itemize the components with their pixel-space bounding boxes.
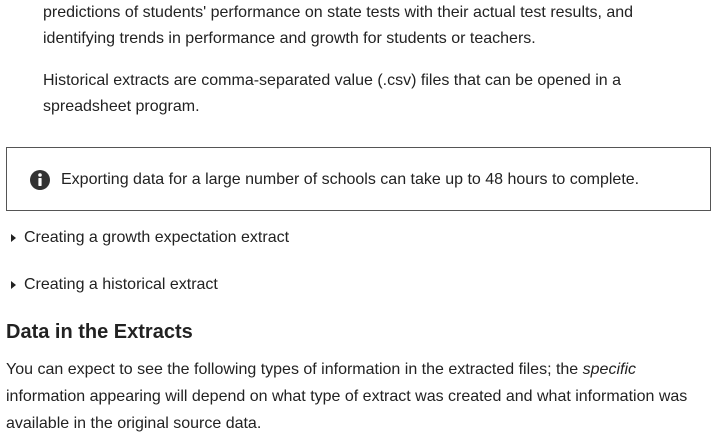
toggle-label: Creating a historical extract [24, 276, 218, 293]
section-text-emphasis: specific [582, 361, 636, 378]
toggle-historical-extract[interactable] [11, 273, 218, 297]
notice-text: Exporting data for a large number of schools can take up to 48 hours to complete. [61, 171, 640, 188]
section-text-after: information appearing will depend on what type of extract was created and what information was available in the original source data. [6, 388, 688, 432]
section-heading: Data in the Extracts [6, 321, 193, 343]
caret-right-icon [11, 234, 16, 242]
toggle-growth-expectation-extract[interactable] [11, 226, 289, 250]
intro-paragraph-1: predictions of students' performance on state tests with their actual test results, and identifying trends in performance and growth for students or teachers. [43, 4, 634, 47]
notice-box [6, 147, 711, 211]
section-text-before: You can expect to see the following types of information in the extracted files; the [6, 361, 583, 378]
section-paragraph [6, 356, 712, 437]
intro-paragraph-2: Historical extracts are comma-separated value (.csv) files that can be opened in a spreadsheet program. [43, 72, 622, 115]
toggle-label: Creating a growth expectation extract [24, 229, 290, 246]
caret-right-icon [11, 281, 16, 289]
info-icon [29, 169, 51, 191]
